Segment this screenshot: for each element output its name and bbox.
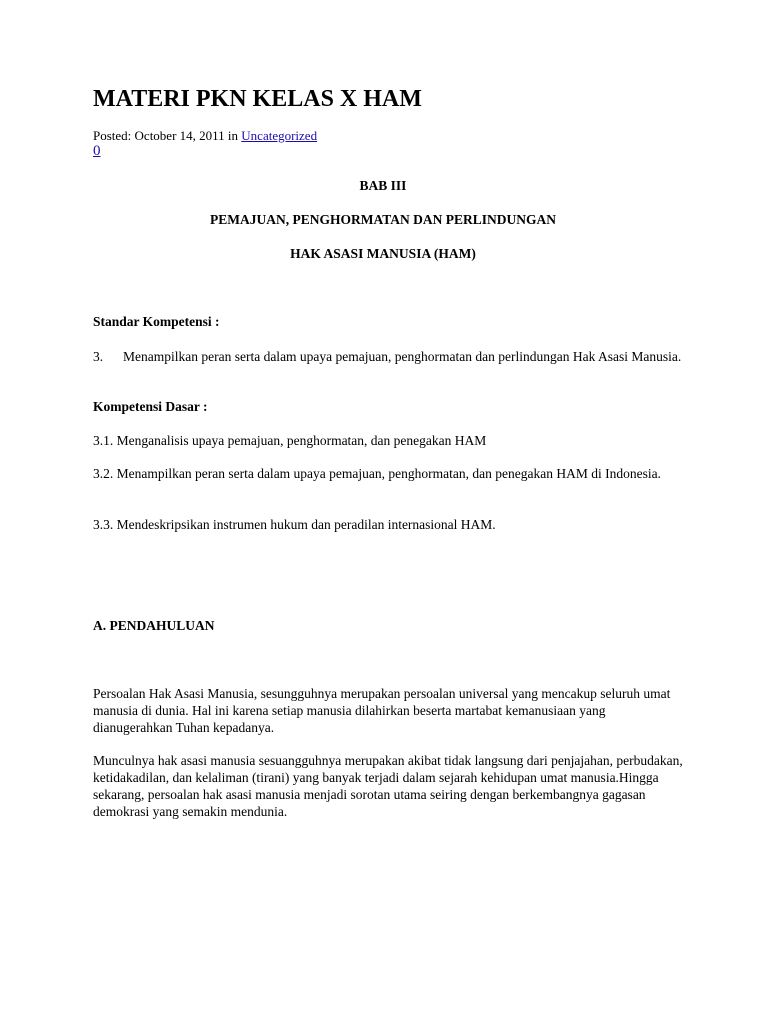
category-link[interactable]: Uncategorized bbox=[241, 128, 318, 143]
kompetensi-item: 3.3. Mendeskripsikan instrumen hukum dan peradilan internasional HAM. bbox=[93, 517, 496, 532]
standar-text: Menampilkan peran serta dalam upaya pemajuan, penghormatan dan perlindungan Hak Asasi Manusia. bbox=[123, 349, 682, 364]
chapter-number: BAB III bbox=[359, 178, 407, 193]
kompetensi-item: 3.2. Menampilkan peran serta dalam upaya pemajuan, penghormatan, dan penegakan HAM di Indonesia. bbox=[93, 466, 661, 481]
section-a-paragraph: Persoalan Hak Asasi Manusia, sesungguhnya merupakan persoalan universal yang mencakup seluruh umat manusia di dunia. Hal ini karena setiap manusia dilahirkan beserta martabat kemanusiaan yang dianugerahkan Tuhan kepadanya. bbox=[93, 686, 671, 735]
kompetensi-dasar-heading: Kompetensi Dasar : bbox=[93, 399, 208, 414]
kompetensi-item: 3.1. Menganalisis upaya pemajuan, penghormatan, dan penegakan HAM bbox=[93, 433, 487, 448]
section-a-paragraph: Munculnya hak asasi manusia sesuangguhnya merupakan akibat tidak langsung dari penjajahan, perbudakan, ketidakadilan, dan kelaliman (tirani) yang banyak terjadi dalam sejarah kehidupan umat manusia.Hingga sekarang, persoalan hak asasi manusia menjadi sorotan utama seiring dengan berkembangnya gagasan demokrasi yang semakin mendunia. bbox=[93, 753, 683, 819]
chapter-title-line1: PEMAJUAN, PENGHORMATAN DAN PERLINDUNGAN bbox=[210, 212, 556, 227]
post-meta bbox=[93, 128, 317, 144]
standar-number: 3. bbox=[93, 349, 104, 364]
standar-kompetensi-heading: Standar Kompetensi : bbox=[93, 314, 220, 329]
chapter-title-line2: HAK ASASI MANUSIA (HAM) bbox=[290, 246, 476, 261]
section-a-heading: A. PENDAHULUAN bbox=[93, 618, 215, 633]
post-title: MATERI PKN KELAS X HAM bbox=[93, 86, 422, 112]
standar-kompetensi-item bbox=[93, 348, 683, 365]
posted-date: Posted: October 14, 2011 in bbox=[93, 128, 242, 143]
comments-count-link[interactable]: 0 bbox=[93, 143, 101, 159]
